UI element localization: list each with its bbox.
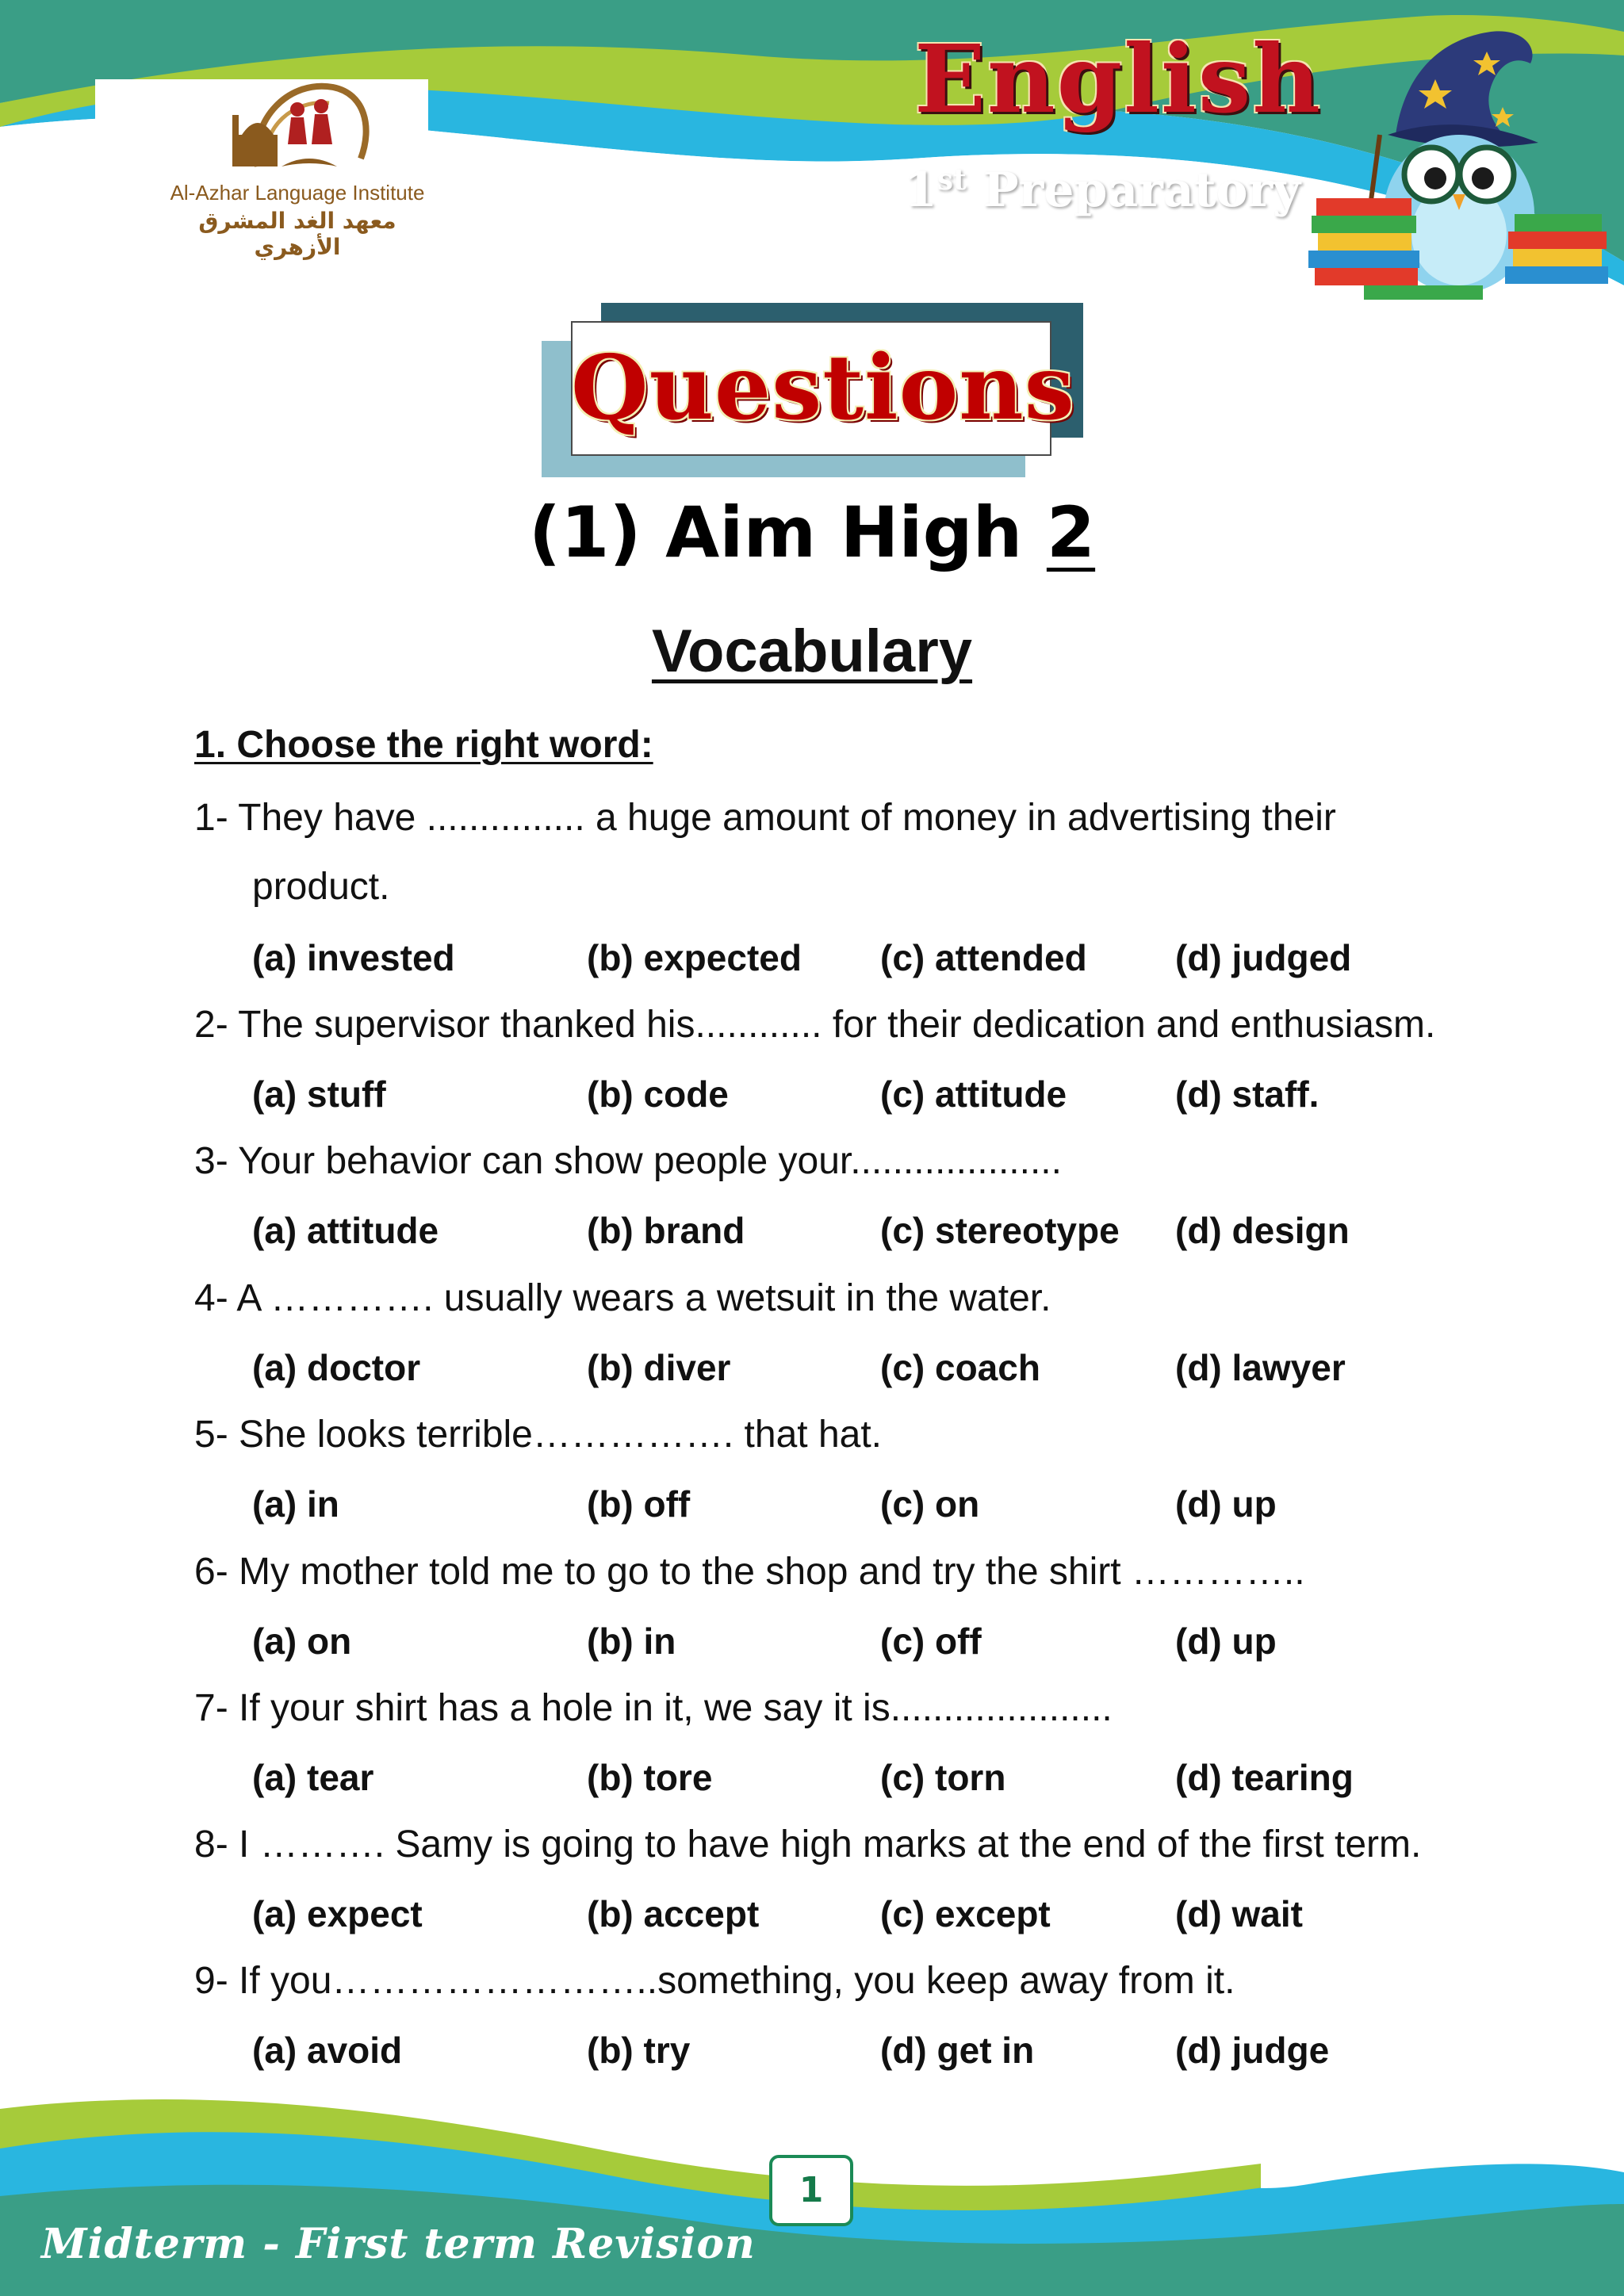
question-6-option-a[interactable]: (a) on — [252, 1621, 352, 1662]
question-2-option-b[interactable]: (b) code — [587, 1073, 729, 1115]
question-6-text: 6- My mother told me to go to the shop and try the shirt ………….. — [194, 1551, 1305, 1593]
question-8-option-a[interactable]: (a) expect — [252, 1893, 423, 1934]
question-7-option-d[interactable]: (d) tearing — [1175, 1757, 1354, 1798]
question-2-option-a[interactable]: (a) stuff — [252, 1073, 386, 1115]
question-7-option-c[interactable]: (c) torn — [880, 1757, 1006, 1798]
question-1-option-a[interactable]: (a) invested — [252, 937, 455, 978]
exercise-heading: 1. Choose the right word: — [194, 724, 653, 766]
question-1-option-d[interactable]: (d) judged — [1175, 937, 1352, 978]
question-7-option-a[interactable]: (a) tear — [252, 1757, 374, 1798]
wizard-owl-books-icon — [1300, 16, 1618, 317]
question-5-option-d[interactable]: (d) up — [1175, 1483, 1277, 1525]
question-6-option-b[interactable]: (b) in — [587, 1621, 676, 1662]
question-5-option-c[interactable]: (c) on — [880, 1483, 980, 1525]
logo-text-english: Al-Azhar Language Institute — [170, 181, 425, 205]
question-5-text: 5- She looks terrible……………. that hat. — [194, 1414, 882, 1456]
question-3-text: 3- Your behavior can show people your.................... — [194, 1140, 1062, 1182]
question-4-option-b[interactable]: (b) diver — [587, 1347, 731, 1388]
question-6-option-c[interactable]: (c) off — [880, 1621, 982, 1662]
question-1-text: 1- They have ............... a huge amount of money in advertising their — [194, 797, 1336, 839]
grade-label: Preparatory — [966, 163, 1300, 218]
question-4-option-a[interactable]: (a) doctor — [252, 1347, 421, 1388]
footer-label: Midterm - First term Revision — [41, 2220, 756, 2268]
question-3-option-a[interactable]: (a) attitude — [252, 1210, 439, 1251]
question-7-option-b[interactable]: (b) tore — [587, 1757, 713, 1798]
question-9-option-a[interactable]: (a) avoid — [252, 2030, 403, 2071]
question-2-text: 2- The supervisor thanked his............ for their dedication and enthusiasm. — [194, 1004, 1436, 1046]
questions-badge-title: Questions — [571, 336, 1075, 440]
institute-logo — [163, 71, 432, 260]
subject-title: English — [914, 24, 1323, 134]
grade-number: 1 — [904, 163, 937, 218]
question-9-option-b[interactable]: (b) try — [587, 2030, 691, 2071]
logo-text-arabic: معهد الغد المشرق الأزهري — [198, 208, 396, 260]
question-9-text: 9- If you……………………..something, you keep away from it. — [194, 1960, 1235, 2002]
question-2-option-d[interactable]: (d) staff. — [1175, 1073, 1320, 1115]
question-3-option-c[interactable]: (c) stereotype — [880, 1210, 1120, 1251]
question-4-option-d[interactable]: (d) lawyer — [1175, 1347, 1346, 1388]
question-6-option-d[interactable]: (d) up — [1175, 1621, 1277, 1662]
question-4-option-c[interactable]: (c) coach — [880, 1347, 1040, 1388]
question-1-option-c[interactable]: (c) attended — [880, 937, 1087, 978]
question-7-text: 7- If your shirt has a hole in it, we say it is..................... — [194, 1687, 1113, 1729]
unit-number: 2 — [1046, 492, 1096, 573]
question-3-option-d[interactable]: (d) design — [1175, 1210, 1350, 1251]
question-8-option-c[interactable]: (c) except — [880, 1893, 1051, 1934]
question-3-option-b[interactable]: (b) brand — [587, 1210, 745, 1251]
question-2-option-c[interactable]: (c) attitude — [880, 1073, 1067, 1115]
grade-title — [896, 163, 1308, 218]
logo-emblem-icon — [163, 71, 432, 178]
question-9-option-c[interactable]: (d) get in — [880, 2030, 1035, 2071]
section-title: Vocabulary — [651, 618, 973, 685]
question-8-option-d[interactable]: (d) wait — [1175, 1893, 1303, 1934]
question-5-option-a[interactable]: (a) in — [252, 1483, 339, 1525]
grade-suffix: st — [936, 163, 967, 197]
unit-prefix: (1) Aim High — [528, 492, 1047, 573]
question-9-option-d[interactable]: (d) judge — [1175, 2030, 1330, 2071]
question-4-text: 4- A …………. usually wears a wetsuit in the water. — [194, 1277, 1051, 1319]
page-number: 1 — [769, 2155, 853, 2226]
question-8-text: 8- I ………. Samy is going to have high marks at the end of the first term. — [194, 1823, 1422, 1866]
question-8-option-b[interactable]: (b) accept — [587, 1893, 760, 1934]
question-5-option-b[interactable]: (b) off — [587, 1483, 691, 1525]
unit-title — [0, 492, 1624, 573]
question-1-option-b[interactable]: (b) expected — [587, 937, 802, 978]
question-1-continuation: product. — [252, 866, 390, 908]
